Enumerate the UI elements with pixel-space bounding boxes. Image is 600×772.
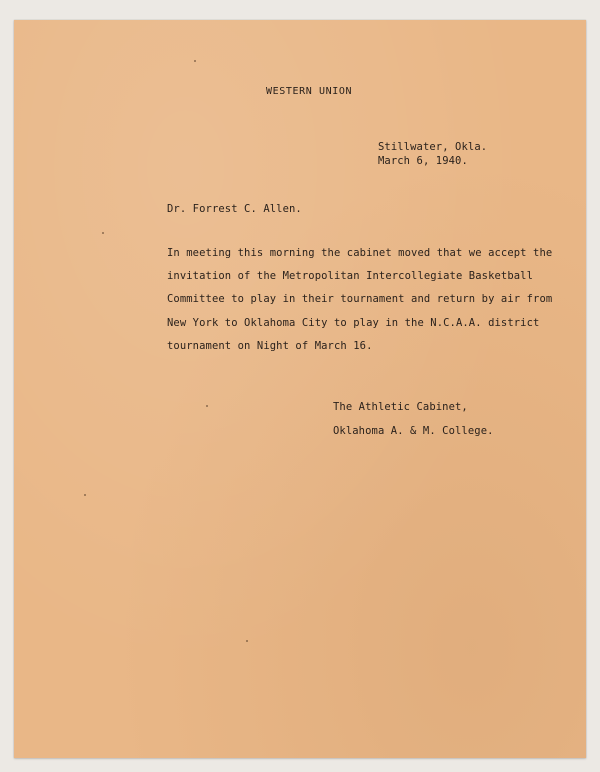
sender-location: Stillwater, Okla. xyxy=(378,141,488,153)
addressee: Dr. Forrest C. Allen. xyxy=(167,203,302,215)
paper-speck xyxy=(246,640,248,642)
signature-line-1: The Athletic Cabinet, xyxy=(333,401,468,413)
body-line: invitation of the Metropolitan Intercollegiate Basketball xyxy=(167,270,534,283)
body-line: In meeting this morning the cabinet moved that we accept the xyxy=(167,247,553,259)
paper-speck xyxy=(206,405,208,407)
body-line: Committee to play in their tournament and return by air from xyxy=(167,293,553,306)
body-line: tournament on Night of March 16. xyxy=(167,339,373,352)
document-heading: WESTERN UNION xyxy=(266,86,353,97)
sent-date: March 6, 1940. xyxy=(378,155,468,167)
message-body xyxy=(167,242,552,358)
signature-line-2: Oklahoma A. & M. College. xyxy=(333,425,494,437)
body-line: New York to Oklahoma City to play in the N.C.A.A. district xyxy=(167,316,540,329)
paper-speck xyxy=(194,60,196,62)
telegram-sheet xyxy=(14,20,586,758)
paper-speck xyxy=(84,494,86,496)
paper-speck xyxy=(102,232,104,234)
